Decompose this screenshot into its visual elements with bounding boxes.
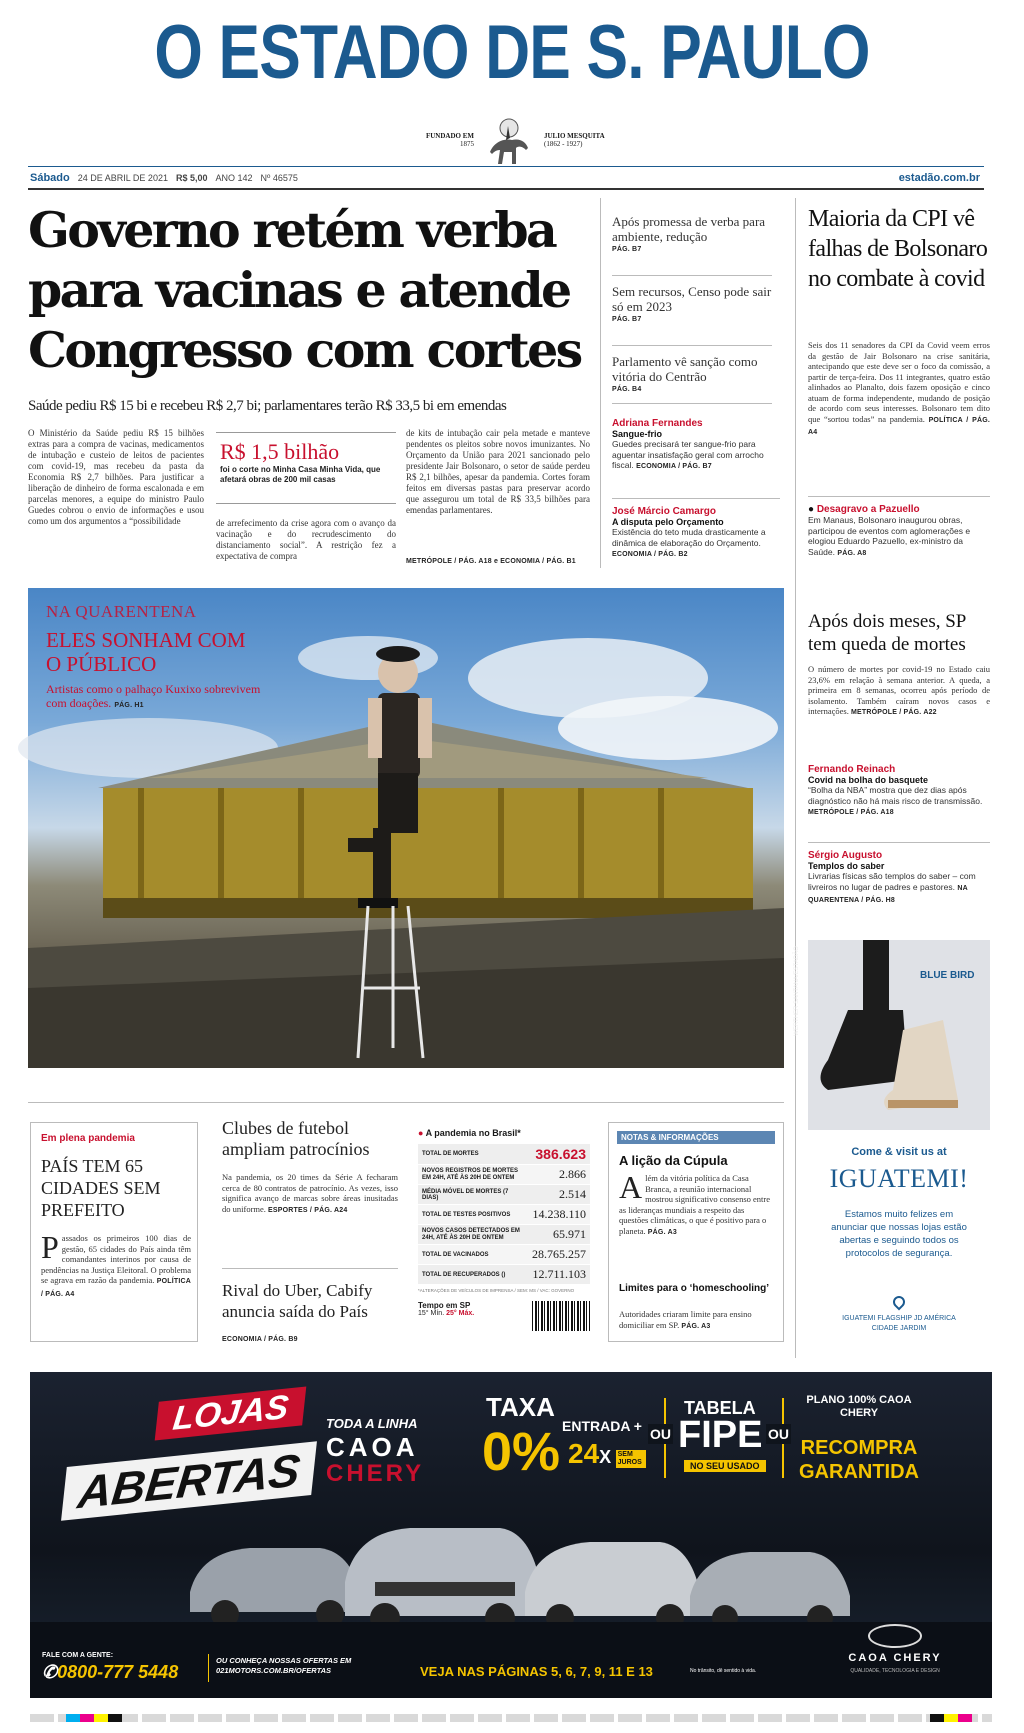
- pandemic-table-title: ● A pandemia no Brasil*: [418, 1128, 521, 1138]
- sp-body: O número de mortes por covid-19 no Estado caiu 23,6% em relação à semana anterior. A queda, a primeira em 8 semanas, ocorreu após período de isolamento. Também caíram novos casos e internações. METRÓPOLE / PÁG. A22: [808, 664, 990, 716]
- lead-headline[interactable]: Governo retém verba para vacinas e atende Congresso com cortes: [28, 201, 581, 379]
- lead-col1: O Ministério da Saúde pediu R$ 15 bilhões extras para a compra de vacinas, medicamentos de intubação e custeio de leitos de pacientes com covid-19, mas recebeu da pasta da Economia R$ 2,7 bilhões. Para justificar a liberação de dinheiro de forma escalonada e em parcelas menores, a equipe do ministro Paulo Guedes cobrou o envio de informações e usou como um dos argumentos a “possibilidade: [28, 428, 204, 526]
- masthead-title[interactable]: O ESTADO DE S. PAULO: [154, 10, 870, 95]
- brief-ref: PÁG. B7: [612, 246, 642, 253]
- ad-toda-linha: TODA A LINHA: [326, 1416, 418, 1431]
- ad-plano: PLANO 100% CAOA CHERY: [806, 1394, 912, 1419]
- car-icon: [190, 1548, 360, 1628]
- brief-item[interactable]: [612, 354, 772, 404]
- car-icon: [525, 1542, 700, 1632]
- notas-title2: Limites para o ‘homeschooling’: [619, 1283, 770, 1294]
- lead-highlight-box: [216, 432, 396, 504]
- columnist-name: Sérgio Augusto: [808, 850, 883, 861]
- pandemic-row: TOTAL DE VACINADOS 28.765.257: [418, 1245, 590, 1265]
- pandemic-row: TOTAL DE RECUPERADOS () 12.711.103: [418, 1265, 590, 1284]
- pandemic-row: TOTAL DE TESTES POSITIVOS 14.238.110: [418, 1205, 590, 1225]
- ad-brand-chery: CHERY: [326, 1460, 425, 1487]
- founded-year: 1875: [460, 140, 474, 148]
- ad-fale: FALE COM A GENTE:: [42, 1652, 114, 1659]
- dropcap: P: [41, 1229, 59, 1265]
- divider-lead-briefs: [600, 198, 601, 568]
- clubes-body: Na pandemia, os 20 times da Série A fecharam cerca de 80 contratos de patrocínio. As vezes, isso significa avanço de marcas sobre áreas inusitadas do uniforme. ESPORTES / PÁG. A24: [222, 1172, 398, 1214]
- clubes-item[interactable]: [222, 1118, 398, 1216]
- ad-cars: [170, 1512, 870, 1632]
- location-pin-icon: [891, 1294, 908, 1311]
- photo-title: ELES SONHAM COM O PÚBLICO: [46, 628, 246, 676]
- ad-ou-2: OU: [768, 1426, 789, 1442]
- notas-header: NOTAS & INFORMAÇÕES: [617, 1131, 775, 1144]
- columnist-text: “Bolha da NBA” mostra que dez dias após diagnóstico não há mais risco de transmissão. METRÓPOLE / PÁG. A18: [808, 785, 983, 816]
- side-ad-address: IGUATEMI FLAGSHIP JD AMÉRICA CIDADE JARDIM: [842, 1315, 956, 1332]
- brief-item[interactable]: [612, 284, 772, 346]
- lead-subhead: Saúde pediu R$ 15 bi e recebeu R$ 2,7 bi; parlamentares terão R$ 33,5 bi em emendas: [28, 398, 507, 414]
- founded-label: FUNDADO EM: [425, 132, 474, 140]
- ad-taxa: TAXA: [486, 1392, 555, 1422]
- side-ad-brand: BLUE BIRD: [920, 970, 975, 981]
- side-ad-cta: Come & visit us at: [851, 1146, 947, 1158]
- photo-section: NA QUARENTENA: [46, 602, 197, 621]
- pandemic-table: [418, 1128, 590, 1331]
- founded-block: [390, 132, 474, 148]
- weather-block: [418, 1301, 474, 1331]
- columnist-item[interactable]: [612, 506, 782, 561]
- columnist-title: Templos do saber: [808, 861, 885, 871]
- ad-fipe: FIPE: [678, 1414, 763, 1456]
- clubes-headline: Clubes de futebol ampliam patrocínios: [222, 1118, 370, 1159]
- dateline-date: 24 DE ABRIL DE 2021: [77, 173, 168, 183]
- registration-bar: [30, 1714, 992, 1722]
- pandemic-row: MÉDIA MÓVEL DE MORTES (7 DIAS) 2.514: [418, 1185, 590, 1205]
- weather-label: Tempo em SP: [418, 1301, 471, 1310]
- columnist-item[interactable]: [808, 850, 990, 907]
- ad-tabela: TABELA: [684, 1398, 756, 1418]
- notas-title: A lição da Cúpula: [619, 1153, 728, 1168]
- photo-ref: PÁG. H1: [114, 702, 144, 709]
- lead-highlight-text: foi o corte no Minha Casa Minha Vida, que afetará obras de 200 mil casas: [220, 465, 381, 484]
- prefeito-body: Passados os primeiros 100 dias de gestão, 65 cidades do País ainda têm comandantes interinos por causa de pendências na Justiça Eleitoral. O problema se agrava em razão da pandemia. POLÍTICA / PÁG. A4: [41, 1229, 192, 1298]
- pazuello-text: Em Manaus, Bolsonaro inaugurou obras, participou de eventos com aglomerações e elogiou Eduardo Pazuello, ex-ministro da Saúde. PÁG. A8: [808, 515, 971, 557]
- weather-max: 25° Máx.: [446, 1310, 475, 1317]
- phone-icon: ✆: [42, 1662, 58, 1682]
- dateline-year: ANO 142: [215, 173, 253, 183]
- brief-text: Sem recursos, Censo pode sair só em 2023: [612, 284, 772, 314]
- briefs-column: [612, 214, 772, 404]
- founder-years: (1862 - 1927): [544, 140, 583, 148]
- columnist-divider: [808, 842, 990, 843]
- columnist-title: A disputa pelo Orçamento: [612, 517, 724, 527]
- columnist-item[interactable]: [808, 764, 990, 819]
- barcode-icon: [532, 1301, 590, 1331]
- ad-paginas: VEJA NAS PÁGINAS 5, 6, 7, 9, 11 E 13: [420, 1664, 653, 1679]
- columnist-title: Covid na bolha do basquete: [808, 775, 929, 785]
- side-ad[interactable]: [808, 940, 990, 1355]
- car-icon: [690, 1552, 850, 1631]
- side-ad-image: [808, 940, 990, 1130]
- notas-body2: Autoridades criaram limite para ensino domiciliar em SP. PÁG. A3: [619, 1309, 752, 1330]
- cpi-ref: POLÍTICA / PÁG. A4: [808, 416, 991, 436]
- lead-col3: de kits de intubação cair pela metade e manteve pendentes os pleitos sobre novos imunizantes. No Orçamento da União para 2021 sancionado pelo presidente Jair Bolsonaro, o setor de saúde perdeu R$ 2,1 bilhões, apesar da pandemia. Cortes foram feitos em diversas pastas para preservar acordo que assegurou um total de R$ 33,5 bilhões para emendas parlamentares.: [406, 428, 590, 515]
- uber-item[interactable]: [222, 1280, 398, 1343]
- caoa-chery-ad[interactable]: [30, 1372, 992, 1698]
- color-swatches: [930, 1714, 972, 1722]
- weather-min: 15° Mín.: [418, 1310, 445, 1317]
- ad-logo: CAOA CHERY: [848, 1652, 942, 1664]
- founder-block: [544, 132, 644, 148]
- ad-entrada: ENTRADA +: [562, 1418, 642, 1434]
- columnist-name: Fernando Reinach: [808, 764, 896, 775]
- prefeito-headline: PAÍS TEM 65 CIDADES SEM PREFEITO: [41, 1156, 161, 1220]
- founder-name: JULIO MESQUITA: [544, 132, 605, 140]
- pazuello-item[interactable]: [808, 504, 990, 559]
- notas-body: Além da vitória política da Casa Branca, a reunião internacional mostrou significativo consenso entre as lideranças mundiais a respeito das questões climáticas, o que é positivo para o planeta. PÁG. A3: [619, 1169, 770, 1236]
- columnist-text: Existência do teto muda drasticamente a dinâmica de elaboração do Orçamento. ECONOMIA / PÁG. B2: [612, 527, 766, 558]
- ad-no-seu-usado: NO SEU USADO: [684, 1460, 766, 1472]
- sp-ref: METRÓPOLE / PÁG. A22: [850, 709, 937, 716]
- site-link[interactable]: estadão.com.br: [898, 172, 980, 184]
- ad-divider: [208, 1654, 209, 1682]
- ad-recompra: RECOMPRA GARANTIDA: [799, 1437, 919, 1483]
- ad-lojas: LOJAS: [155, 1387, 307, 1441]
- brief-ref: PÁG. B7: [612, 316, 642, 323]
- lead-ref[interactable]: METRÓPOLE / PÁG. A18 e ECONOMIA / PÁG. B1: [406, 558, 576, 565]
- clubes-divider: [222, 1268, 398, 1269]
- dateline-day: Sábado: [30, 172, 70, 184]
- columnist-name: Adriana Fernandes: [612, 418, 703, 429]
- car-icon: [345, 1528, 540, 1633]
- brief-text: Após promessa de verba para ambiente, redução: [612, 214, 766, 244]
- pandemic-footnote: *ALTERAÇÕES DE VEÍCULOS DE IMPRENSA / SEM: MS / VAC: GOVERNO: [418, 1288, 575, 1293]
- dateline-number: Nº 46575: [260, 173, 298, 183]
- ad-phone[interactable]: ✆0800-777 5448: [42, 1662, 179, 1682]
- prefeito-kicker: Em plena pandemia: [41, 1133, 135, 1144]
- pandemic-row: NOVOS CASOS DETECTADOS EM 24H, ATÉ ÀS 20H DE ONTEM 65.971: [418, 1225, 590, 1245]
- columnist-text: Guedes precisará ter sangue-frio para aguentar insatisfação geral com arrocho fiscal. ECONOMIA / PÁG. B7: [612, 439, 764, 470]
- dateline-price: R$ 5,00: [175, 173, 208, 183]
- ad-ou-1: OU: [650, 1426, 671, 1442]
- lead-highlight-figure: R$ 1,5 bilhão: [220, 439, 340, 464]
- cpi-divider: [808, 496, 990, 497]
- sp-headline[interactable]: Após dois meses, SP tem queda de mortes: [808, 611, 966, 655]
- dateline-top-rule: [28, 166, 984, 167]
- bottom-modules-rule: [28, 1102, 784, 1103]
- columnist-divider: [612, 498, 780, 499]
- ad-slogan: QUALIDADE, TECNOLOGIA E DESIGN: [850, 1668, 940, 1674]
- ad-ofertas[interactable]: OU CONHEÇA NOSSAS OFERTAS EM 021MOTORS.COM.BR/OFERTAS: [216, 1656, 352, 1675]
- columnist-title: Sangue-frio: [612, 429, 663, 439]
- prefeito-box[interactable]: [30, 1122, 198, 1342]
- notas-box[interactable]: [608, 1122, 784, 1342]
- columnist-item[interactable]: [612, 418, 782, 473]
- ad-brand-caoa: CAOA: [326, 1432, 419, 1462]
- brief-item[interactable]: [612, 214, 772, 276]
- boots-icon: [808, 940, 990, 1130]
- brief-ref: PÁG. B4: [612, 386, 642, 393]
- ad-parcelas: 24X SEM JUROS: [568, 1438, 646, 1470]
- columnist-name: José Márcio Camargo: [612, 506, 716, 517]
- columnist-text: Livrarias físicas são templos do saber – com livreiros no lugar de padres e pastores. NA QUARENTENA / PÁG. H8: [808, 871, 976, 904]
- dateline: [30, 170, 980, 186]
- horse-rider-emblem-icon: [478, 108, 540, 170]
- uber-ref: ECONOMIA / PÁG. B9: [222, 1336, 298, 1343]
- pandemic-row: TOTAL DE MORTES 386.623: [418, 1144, 590, 1165]
- cpi-headline[interactable]: Maioria da CPI vê falhas de Bolsonaro no combate à covid: [808, 206, 988, 292]
- cpi-body: Seis dos 11 senadores da CPI da Covid veem erros da gestão de Jair Bolsonaro na crise sanitária, antecipando que este deve ser o foco da comissão, a partir de terça-feira. Dos 11 integrantes, quatro estão alinhados ao Planalto, dois fazem oposição e cinco atuam de forma independente, mudando de posição de acordo com seus interesses. Bolsonaro tem dito que “sortou todas” na pandemia. POLÍTICA / PÁG. A4: [808, 340, 991, 436]
- dateline-bottom-rule: [28, 188, 984, 190]
- photo-caption: Artistas como o palhaço Kuxixo sobrevivem com doações. PÁG. H1: [46, 682, 261, 710]
- color-swatches: [66, 1714, 122, 1722]
- side-ad-mall: IGUATEMI!: [829, 1164, 969, 1193]
- ad-zero: 0%: [482, 1422, 561, 1482]
- uber-headline: Rival do Uber, Cabify anuncia saída do País: [222, 1281, 373, 1321]
- pandemic-row: NOVOS REGISTROS DE MORTES EM 24H, ATÉ ÀS 20H DE ONTEM 2.866: [418, 1165, 590, 1185]
- pazuello-kicker: ● Desagravo a Pazuello: [808, 504, 920, 515]
- ad-transito: No trânsito, dê sentido à vida.: [690, 1668, 757, 1674]
- caoa-chery-logo-icon: [868, 1624, 922, 1648]
- dropcap: A: [619, 1169, 643, 1205]
- ad-abertas: ABERTAS: [61, 1441, 317, 1520]
- lead-col2: de arrefecimento da crise agora com o avanço da vacinação e do recrudescimento do distanciamento social”. A restrição fez a expectativa de compra: [216, 518, 396, 561]
- photo-credit: WERTHER SANTANA/ESTADÃO: [794, 946, 801, 1036]
- lead-photo[interactable]: [28, 588, 801, 1068]
- brief-text: Parlamento vê sanção como vitória do Centrão: [612, 354, 758, 384]
- side-ad-text: Estamos muito felizes em anunciar que nossas lojas estão abertas e seguindo todos os protocolos de segurança.: [831, 1209, 967, 1259]
- divider-main-right: [795, 198, 796, 1358]
